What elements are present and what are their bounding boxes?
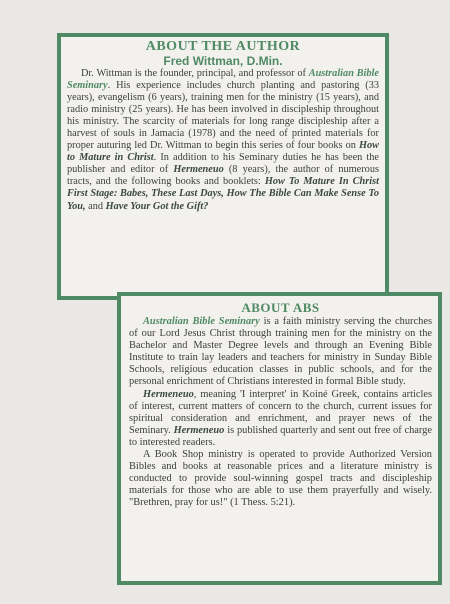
book-series-title: How to Mature in Christ [67,140,379,164]
bio-text-5: and [85,200,106,212]
seminary-name: Australian Bible Seminary [143,316,260,327]
hermeneuo-title: Hermeneuo [143,388,194,400]
abs-text-1: is a faith ministry serving the churches of our Lord Jesus Christ through training men for the ministry on the Bachelor and Master Degree levels and through an Evening Bible Institute to train lay leaders and teachers for ministry in Sunday Bible Schools, religious education classes in public schools, and for the personal enrichment of Christians interested in formal Bible study. [129,316,432,388]
about-abs-box [117,292,442,585]
author-name: Fred Wittman, D.Min. [163,54,283,68]
seminary-name: Australian Bible Seminary [67,68,379,92]
about-author-heading: ABOUT THE AUTHOR [145,39,301,54]
abs-paragraph-2 [129,389,432,449]
bio-text-1: Dr. Wittman is the founder, principal, and professor of [81,68,309,79]
hermeneuo-title: Hermeneuo [173,164,224,176]
abs-text-2: , meaning 'I interpret' in Koiné Greek, contains articles of interest, current matters of concern to the church, current issues for spiritual consideration and enrichment, and prayer news of the Seminary. [129,388,432,436]
author-bio-paragraph [67,68,379,213]
abs-paragraph-1 [129,316,432,389]
hermeneuo-title-2: Hermeneuo [173,424,225,436]
abs-paragraph-3: A Book Shop ministry is operated to provide Authorized Version Bibles and books at reasonable prices and a literature ministry is conducted to provide soul-winning gospel tracts and discipleship materials for those who are able to use them prayerfully and wisely. "Brethren, pray for us!" (1 Thess. 5:21). [129,449,432,509]
about-author-box [57,33,389,300]
bio-text-2: . His experience includes church planting and pastoring (33 years), evangelism (6 years), training men for the ministry (15 years), and radio ministry (25 years). He has been involved in discipleship throughout his ministry. The scarcity of materials for long range discipleship after a harvest of souls in Jamacia (1978) and the need of printed materials for proper auturing led Dr. Wittman to begin this series of four books on [67,80,379,152]
bio-text-3: . In addition to his Seminary duties he has been the publisher and editor of [67,152,380,176]
abs-text-3: is published quarterly and sent out free of charge to interested readers. [129,424,432,448]
about-abs-heading: ABOUT ABS [241,300,320,315]
book-last-title: Have Your Got the Gift? [105,200,209,212]
book-list: How To Mature In Christ First Stage: Babes, These Last Days, How The Bible Can Make Sense To You, [67,176,379,212]
bio-text-4: (8 years), the author of numerous tracts, and the following books and booklets: [67,164,379,188]
